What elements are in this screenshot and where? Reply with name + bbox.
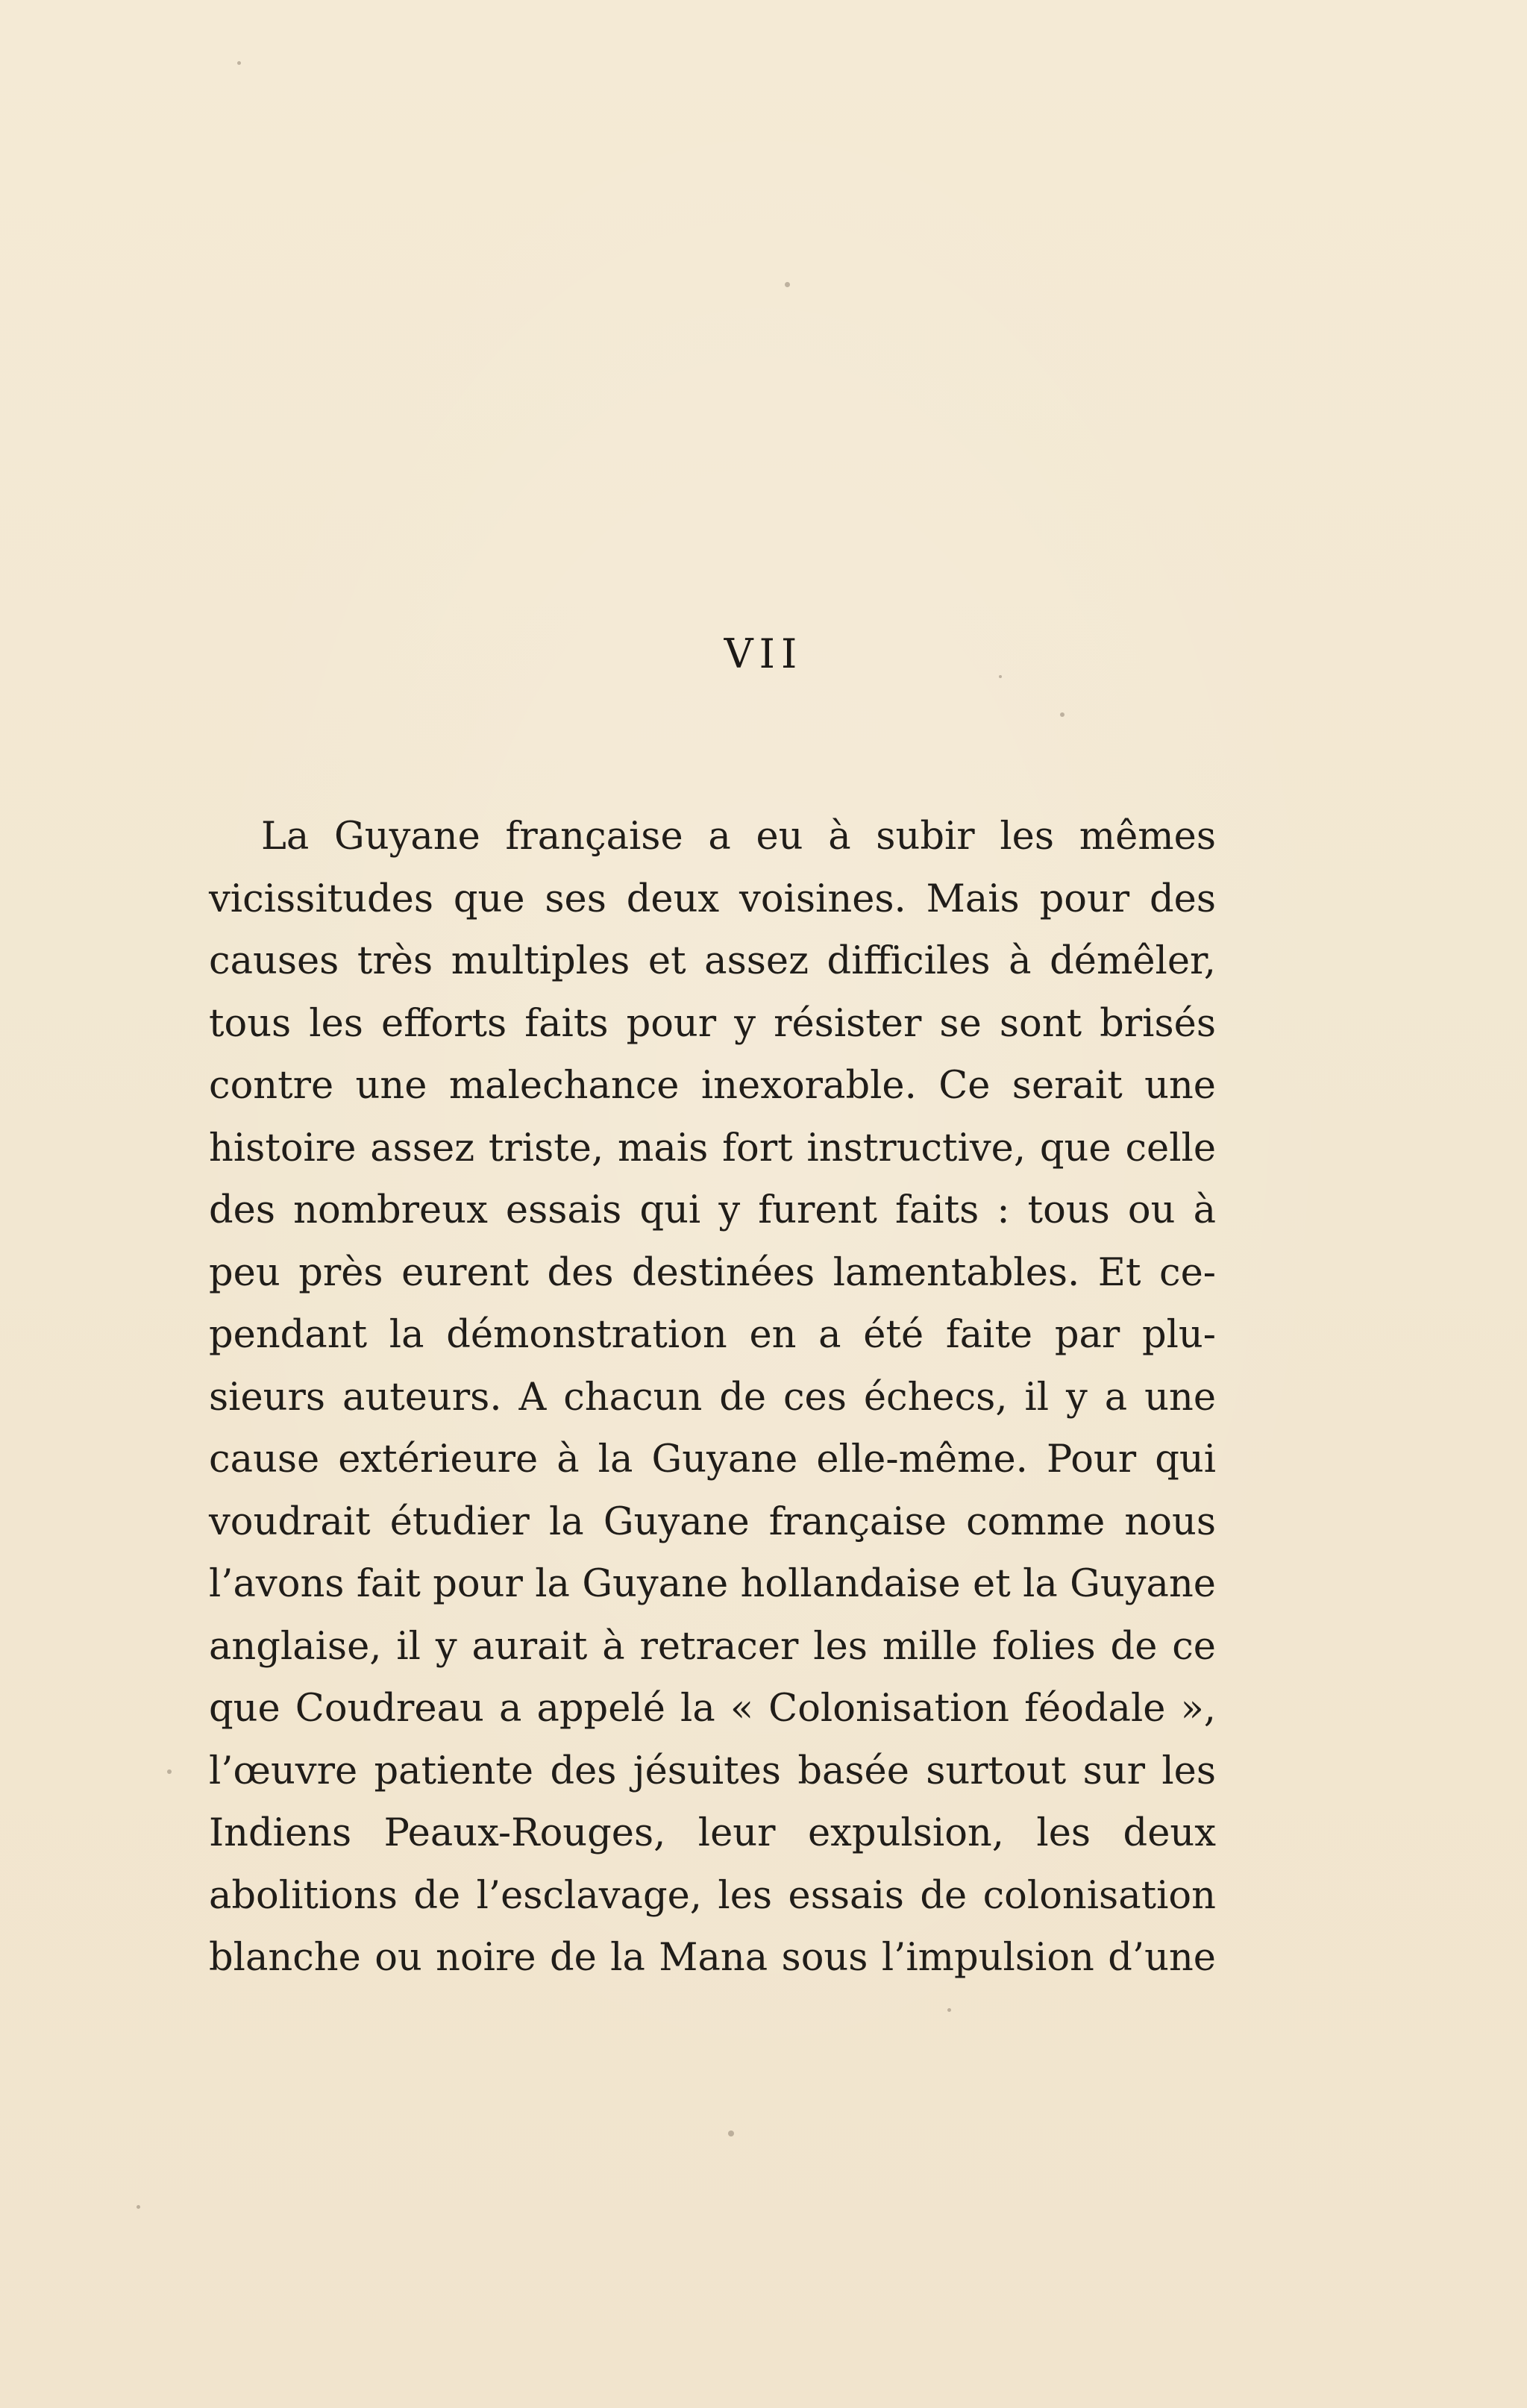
text-line: histoire assez triste, mais fort instructive, que celle xyxy=(209,1126,1216,1170)
text-line: blanche ou noire de la Mana sous l’impulsion d’une xyxy=(209,1936,1216,1980)
text-line: abolitions de l’esclavage, les essais de colonisation xyxy=(209,1873,1216,1918)
paper-speck xyxy=(999,675,1002,678)
text-line: sieurs auteurs. A chacun de ces échecs, il y a une xyxy=(209,1375,1216,1420)
text-line: Indiens Peaux-Rouges, leur expulsion, les deux xyxy=(209,1811,1216,1855)
paper-speck xyxy=(1060,712,1064,717)
text-line: La Guyane française a eu à subir les mêmes xyxy=(261,815,1216,859)
paper-speck xyxy=(137,2205,140,2209)
paper-speck xyxy=(237,61,241,65)
paper-speck xyxy=(785,282,790,287)
text-line: contre une malechance inexorable. Ce serait une xyxy=(209,1064,1216,1108)
paper-speck xyxy=(728,2130,734,2136)
text-line: l’avons fait pour la Guyane hollandaise et la Guyane xyxy=(209,1562,1216,1606)
text-line: causes très multiples et assez difficiles à démêler, xyxy=(209,939,1216,983)
paper-speck xyxy=(167,1769,172,1774)
text-line: des nombreux essais qui y furent faits : tous ou à xyxy=(209,1188,1216,1232)
text-line: que Coudreau a appelé la « Colonisation féodale », xyxy=(209,1687,1216,1731)
text-line: tous les efforts faits pour y résister se sont brisés xyxy=(209,1001,1216,1046)
text-line: cause extérieure à la Guyane elle-même. Pour qui xyxy=(209,1437,1216,1482)
text-line: anglaise, il y aurait à retracer les mille folies de ce xyxy=(209,1624,1216,1669)
text-line: peu près eurent des destinées lamentables. Et ce- xyxy=(209,1250,1216,1295)
text-line: voudrait étudier la Guyane française comme nous xyxy=(209,1499,1216,1544)
text-line: pendant la démonstration en a été faite par plu- xyxy=(209,1313,1216,1357)
body-text xyxy=(209,806,1216,1990)
chapter-heading: VII xyxy=(724,630,803,677)
text-line: l’œuvre patiente des jésuites basée surtout sur les xyxy=(209,1749,1216,1793)
text-line: vicissitudes que ses deux voisines. Mais pour des xyxy=(209,877,1216,921)
paper-speck xyxy=(947,2008,951,2012)
